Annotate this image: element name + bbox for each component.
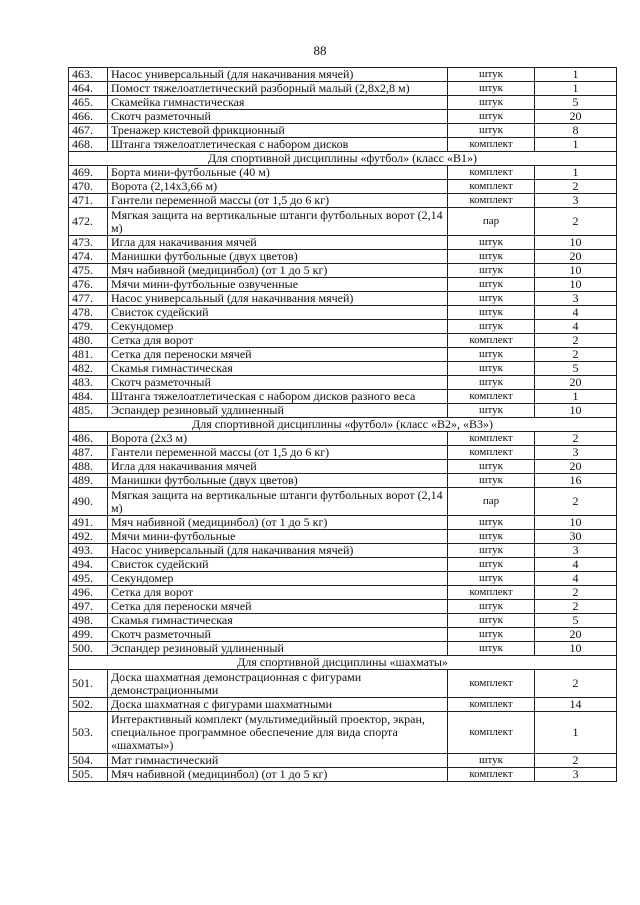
item-number: 483. bbox=[69, 376, 108, 390]
table-row bbox=[69, 544, 617, 558]
item-name: Манишки футбольные (двух цветов) bbox=[108, 474, 448, 488]
table-row bbox=[69, 572, 617, 586]
item-name: Гантели переменной массы (от 1,5 до 6 кг) bbox=[108, 446, 448, 460]
item-name: Ворота (2х3 м) bbox=[108, 432, 448, 446]
item-unit: комплект bbox=[448, 390, 535, 404]
item-quantity: 1 bbox=[535, 390, 617, 404]
item-unit: штук bbox=[448, 320, 535, 334]
item-number: 486. bbox=[69, 432, 108, 446]
table-row bbox=[69, 292, 617, 306]
item-number: 470. bbox=[69, 180, 108, 194]
item-number: 471. bbox=[69, 194, 108, 208]
item-quantity: 10 bbox=[535, 404, 617, 418]
item-number: 467. bbox=[69, 124, 108, 138]
item-number: 487. bbox=[69, 446, 108, 460]
item-quantity: 5 bbox=[535, 96, 617, 110]
item-name: Сетка для переноски мячей bbox=[108, 600, 448, 614]
item-name: Скамья гимнастическая bbox=[108, 362, 448, 376]
item-number: 499. bbox=[69, 628, 108, 642]
table-row bbox=[69, 278, 617, 292]
item-unit: штук bbox=[448, 96, 535, 110]
item-name: Мягкая защита на вертикальные штанги футбольных ворот (2,14 м) bbox=[108, 488, 448, 516]
item-unit: штук bbox=[448, 474, 535, 488]
item-number: 489. bbox=[69, 474, 108, 488]
item-name: Мяч набивной (медицинбол) (от 1 до 5 кг) bbox=[108, 768, 448, 782]
table-row bbox=[69, 446, 617, 460]
item-quantity: 20 bbox=[535, 628, 617, 642]
item-name: Помост тяжелоатлетический разборный малый (2,8х2,8 м) bbox=[108, 82, 448, 96]
item-unit: штук bbox=[448, 236, 535, 250]
table-row bbox=[69, 516, 617, 530]
table-row bbox=[69, 82, 617, 96]
item-name: Доска шахматная с фигурами шахматными bbox=[108, 698, 448, 712]
item-name: Гантели переменной массы (от 1,5 до 6 кг) bbox=[108, 194, 448, 208]
item-number: 504. bbox=[69, 754, 108, 768]
table-row bbox=[69, 754, 617, 768]
item-number: 466. bbox=[69, 110, 108, 124]
section-title: Для спортивной дисциплины «футбол» (класс «В1») bbox=[69, 152, 617, 166]
table-row bbox=[69, 194, 617, 208]
item-unit: штук bbox=[448, 306, 535, 320]
item-unit: штук bbox=[448, 544, 535, 558]
item-quantity: 4 bbox=[535, 558, 617, 572]
item-unit: штук bbox=[448, 530, 535, 544]
item-unit: комплект bbox=[448, 194, 535, 208]
item-name: Доска шахматная демонстрационная с фигурами демонстрационными bbox=[108, 670, 448, 698]
table-row bbox=[69, 320, 617, 334]
item-quantity: 2 bbox=[535, 670, 617, 698]
table-row bbox=[69, 166, 617, 180]
item-name: Эспандер резиновый удлиненный bbox=[108, 642, 448, 656]
item-unit: штук bbox=[448, 278, 535, 292]
item-quantity: 2 bbox=[535, 208, 617, 236]
item-quantity: 2 bbox=[535, 432, 617, 446]
item-unit: штук bbox=[448, 572, 535, 586]
item-quantity: 4 bbox=[535, 306, 617, 320]
item-number: 475. bbox=[69, 264, 108, 278]
item-unit: комплект bbox=[448, 180, 535, 194]
item-quantity: 3 bbox=[535, 292, 617, 306]
item-name: Насос универсальный (для накачивания мячей) bbox=[108, 544, 448, 558]
table-row bbox=[69, 712, 617, 754]
item-quantity: 3 bbox=[535, 544, 617, 558]
item-name: Мяч набивной (медицинбол) (от 1 до 5 кг) bbox=[108, 264, 448, 278]
item-quantity: 1 bbox=[535, 166, 617, 180]
item-name: Ворота (2,14х3,66 м) bbox=[108, 180, 448, 194]
item-name: Интерактивный комплект (мультимедийный проектор, экран, специальное программное обеспечение для вида спорта «шахматы») bbox=[108, 712, 448, 754]
item-quantity: 4 bbox=[535, 572, 617, 586]
item-quantity: 4 bbox=[535, 320, 617, 334]
table-row bbox=[69, 698, 617, 712]
item-unit: штук bbox=[448, 614, 535, 628]
item-quantity: 1 bbox=[535, 82, 617, 96]
item-number: 476. bbox=[69, 278, 108, 292]
item-number: 478. bbox=[69, 306, 108, 320]
item-unit: штук bbox=[448, 82, 535, 96]
item-name: Скотч разметочный bbox=[108, 110, 448, 124]
item-quantity: 5 bbox=[535, 362, 617, 376]
item-unit: штук bbox=[448, 264, 535, 278]
item-number: 473. bbox=[69, 236, 108, 250]
item-number: 502. bbox=[69, 698, 108, 712]
item-unit: комплект bbox=[448, 698, 535, 712]
table-row bbox=[69, 362, 617, 376]
table-row bbox=[69, 600, 617, 614]
table-row bbox=[69, 306, 617, 320]
item-quantity: 5 bbox=[535, 614, 617, 628]
table-row bbox=[69, 96, 617, 110]
item-number: 494. bbox=[69, 558, 108, 572]
equipment-table bbox=[68, 67, 617, 782]
item-unit: комплект bbox=[448, 138, 535, 152]
item-number: 468. bbox=[69, 138, 108, 152]
item-name: Секундомер bbox=[108, 320, 448, 334]
item-name: Свисток судейский bbox=[108, 558, 448, 572]
item-number: 495. bbox=[69, 572, 108, 586]
item-name: Штанга тяжелоатлетическая с набором дисков разного веса bbox=[108, 390, 448, 404]
item-unit: штук bbox=[448, 404, 535, 418]
table-row bbox=[69, 180, 617, 194]
table-row bbox=[69, 264, 617, 278]
item-number: 477. bbox=[69, 292, 108, 306]
item-quantity: 2 bbox=[535, 180, 617, 194]
item-unit: комплект bbox=[448, 446, 535, 460]
table-row bbox=[69, 334, 617, 348]
table-row bbox=[69, 628, 617, 642]
table-row bbox=[69, 488, 617, 516]
item-number: 484. bbox=[69, 390, 108, 404]
item-name: Мат гимнастический bbox=[108, 754, 448, 768]
item-number: 491. bbox=[69, 516, 108, 530]
table-row bbox=[69, 530, 617, 544]
page-number: 88 bbox=[313, 43, 327, 58]
item-number: 497. bbox=[69, 600, 108, 614]
item-unit: пар bbox=[448, 208, 535, 236]
table-row bbox=[69, 110, 617, 124]
item-unit: комплект bbox=[448, 712, 535, 754]
item-unit: штук bbox=[448, 516, 535, 530]
item-name: Скамья гимнастическая bbox=[108, 614, 448, 628]
item-quantity: 10 bbox=[535, 278, 617, 292]
item-name: Свисток судейский bbox=[108, 306, 448, 320]
item-quantity: 8 bbox=[535, 124, 617, 138]
item-name: Насос универсальный (для накачивания мячей) bbox=[108, 292, 448, 306]
item-name: Штанга тяжелоатлетическая с набором дисков bbox=[108, 138, 448, 152]
table-row bbox=[69, 460, 617, 474]
item-unit: штук bbox=[448, 362, 535, 376]
item-quantity: 14 bbox=[535, 698, 617, 712]
item-number: 496. bbox=[69, 586, 108, 600]
item-number: 492. bbox=[69, 530, 108, 544]
item-unit: пар bbox=[448, 488, 535, 516]
item-number: 501. bbox=[69, 670, 108, 698]
item-name: Тренажер кистевой фрикционный bbox=[108, 124, 448, 138]
item-number: 464. bbox=[69, 82, 108, 96]
item-unit: штук bbox=[448, 348, 535, 362]
item-name: Сетка для ворот bbox=[108, 334, 448, 348]
item-unit: комплект bbox=[448, 670, 535, 698]
item-quantity: 16 bbox=[535, 474, 617, 488]
item-quantity: 10 bbox=[535, 236, 617, 250]
item-quantity: 2 bbox=[535, 334, 617, 348]
table-row bbox=[69, 558, 617, 572]
item-unit: комплект bbox=[448, 432, 535, 446]
item-quantity: 2 bbox=[535, 754, 617, 768]
item-unit: штук bbox=[448, 628, 535, 642]
item-number: 488. bbox=[69, 460, 108, 474]
item-quantity: 2 bbox=[535, 600, 617, 614]
item-number: 490. bbox=[69, 488, 108, 516]
table-row bbox=[69, 670, 617, 698]
item-unit: штук bbox=[448, 250, 535, 264]
item-name: Манишки футбольные (двух цветов) bbox=[108, 250, 448, 264]
item-unit: штук bbox=[448, 376, 535, 390]
item-number: 498. bbox=[69, 614, 108, 628]
table-row bbox=[69, 138, 617, 152]
item-name: Мячи мини-футбольные озвученные bbox=[108, 278, 448, 292]
item-quantity: 10 bbox=[535, 516, 617, 530]
item-number: 493. bbox=[69, 544, 108, 558]
item-number: 463. bbox=[69, 68, 108, 82]
table-row bbox=[69, 124, 617, 138]
item-name: Мячи мини-футбольные bbox=[108, 530, 448, 544]
item-unit: комплект bbox=[448, 586, 535, 600]
item-quantity: 3 bbox=[535, 194, 617, 208]
item-quantity: 30 bbox=[535, 530, 617, 544]
table-row bbox=[69, 614, 617, 628]
item-unit: штук bbox=[448, 124, 535, 138]
item-number: 500. bbox=[69, 642, 108, 656]
table-row bbox=[69, 474, 617, 488]
section-title: Для спортивной дисциплины «футбол» (класс «В2», «В3») bbox=[69, 418, 617, 432]
item-name: Мяч набивной (медицинбол) (от 1 до 5 кг) bbox=[108, 516, 448, 530]
item-name: Игла для накачивания мячей bbox=[108, 460, 448, 474]
item-number: 469. bbox=[69, 166, 108, 180]
item-name: Скотч разметочный bbox=[108, 628, 448, 642]
item-number: 480. bbox=[69, 334, 108, 348]
item-quantity: 3 bbox=[535, 768, 617, 782]
item-unit: штук bbox=[448, 68, 535, 82]
item-number: 482. bbox=[69, 362, 108, 376]
item-unit: штук bbox=[448, 292, 535, 306]
table-row bbox=[69, 768, 617, 782]
item-unit: штук bbox=[448, 754, 535, 768]
item-quantity: 2 bbox=[535, 488, 617, 516]
item-quantity: 1 bbox=[535, 138, 617, 152]
item-unit: штук bbox=[448, 642, 535, 656]
item-name: Секундомер bbox=[108, 572, 448, 586]
item-quantity: 10 bbox=[535, 642, 617, 656]
equipment-table-body bbox=[69, 68, 617, 782]
item-number: 503. bbox=[69, 712, 108, 754]
item-quantity: 3 bbox=[535, 446, 617, 460]
item-name: Сетка для переноски мячей bbox=[108, 348, 448, 362]
item-unit: штук bbox=[448, 558, 535, 572]
section-title: Для спортивной дисциплины «шахматы» bbox=[69, 656, 617, 670]
item-number: 485. bbox=[69, 404, 108, 418]
section-header-row bbox=[69, 418, 617, 432]
item-quantity: 20 bbox=[535, 110, 617, 124]
item-name: Скамейка гимнастическая bbox=[108, 96, 448, 110]
item-number: 505. bbox=[69, 768, 108, 782]
item-name: Скотч разметочный bbox=[108, 376, 448, 390]
item-number: 479. bbox=[69, 320, 108, 334]
item-name: Борта мини-футбольные (40 м) bbox=[108, 166, 448, 180]
table-row bbox=[69, 586, 617, 600]
item-name: Игла для накачивания мячей bbox=[108, 236, 448, 250]
item-number: 472. bbox=[69, 208, 108, 236]
item-quantity: 10 bbox=[535, 264, 617, 278]
table-row bbox=[69, 348, 617, 362]
item-name: Эспандер резиновый удлиненный bbox=[108, 404, 448, 418]
item-unit: комплект bbox=[448, 166, 535, 180]
table-row bbox=[69, 68, 617, 82]
item-unit: комплект bbox=[448, 768, 535, 782]
item-quantity: 2 bbox=[535, 348, 617, 362]
table-row bbox=[69, 642, 617, 656]
item-number: 481. bbox=[69, 348, 108, 362]
item-quantity: 1 bbox=[535, 712, 617, 754]
item-quantity: 20 bbox=[535, 376, 617, 390]
table-row bbox=[69, 236, 617, 250]
table-row bbox=[69, 432, 617, 446]
section-header-row bbox=[69, 152, 617, 166]
table-row bbox=[69, 250, 617, 264]
table-row bbox=[69, 404, 617, 418]
item-quantity: 20 bbox=[535, 460, 617, 474]
item-number: 465. bbox=[69, 96, 108, 110]
item-name: Мягкая защита на вертикальные штанги футбольных ворот (2,14 м) bbox=[108, 208, 448, 236]
item-name: Насос универсальный (для накачивания мячей) bbox=[108, 68, 448, 82]
item-quantity: 20 bbox=[535, 250, 617, 264]
table-row bbox=[69, 208, 617, 236]
item-quantity: 2 bbox=[535, 586, 617, 600]
table-row bbox=[69, 376, 617, 390]
item-unit: штук bbox=[448, 460, 535, 474]
item-name: Сетка для ворот bbox=[108, 586, 448, 600]
item-unit: штук bbox=[448, 600, 535, 614]
item-number: 474. bbox=[69, 250, 108, 264]
item-unit: комплект bbox=[448, 334, 535, 348]
item-unit: штук bbox=[448, 110, 535, 124]
item-quantity: 1 bbox=[535, 68, 617, 82]
table-row bbox=[69, 390, 617, 404]
section-header-row bbox=[69, 656, 617, 670]
